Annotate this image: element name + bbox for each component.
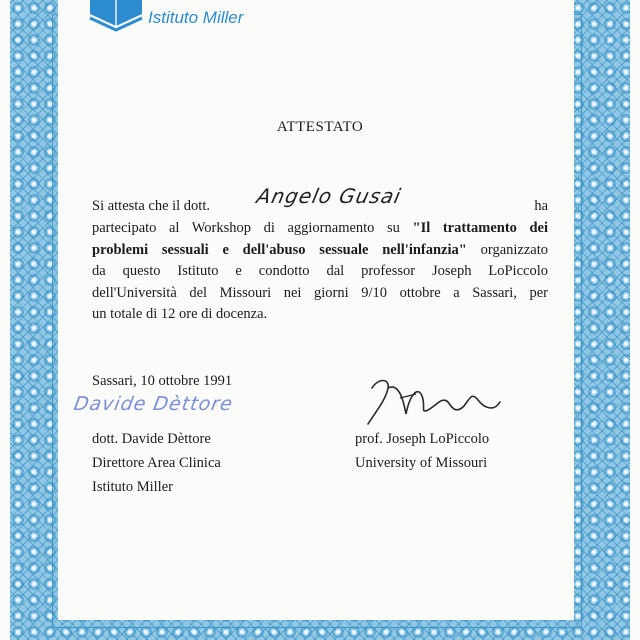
signatory-right bbox=[355, 427, 489, 475]
book-logo-icon bbox=[88, 0, 144, 32]
signatory-left-name: dott. Davide Dèttore bbox=[92, 431, 211, 447]
signatory-right-org: University of Missouri bbox=[355, 455, 488, 471]
body-text: organizzato bbox=[480, 241, 548, 258]
workshop-title-end: problemi sessuali e dell'abuso sessuale nell'infanzia" bbox=[92, 241, 467, 258]
signatory-left-role: Direttore Area Clinica bbox=[92, 455, 221, 471]
certificate-body bbox=[92, 184, 549, 326]
attestation-ha: ha bbox=[534, 198, 548, 214]
recipient-name-handwritten: Angelo Gusai bbox=[254, 184, 404, 208]
signature-right-icon bbox=[360, 374, 510, 430]
body-line-2 bbox=[92, 218, 548, 240]
institute-name: Istituto Miller bbox=[148, 8, 244, 27]
workshop-title-start: "Il trattamento dei bbox=[412, 220, 549, 236]
signatory-left bbox=[92, 427, 221, 499]
body-line-3 bbox=[92, 240, 548, 262]
body-line-1 bbox=[92, 184, 548, 218]
document-title: ATTESTATO bbox=[276, 119, 364, 135]
signatory-left-org: Istituto Miller bbox=[92, 479, 173, 495]
signatory-right-name: prof. Joseph LoPiccolo bbox=[355, 431, 490, 447]
signature-left-handwritten: Davide Dèttore bbox=[72, 393, 235, 415]
body-text: partecipato al Workshop di aggiornamento su bbox=[92, 220, 400, 236]
body-line-6: un totale di 12 ore di docenza. bbox=[92, 306, 268, 322]
body-line-5: dell'Università del Missouri nei giorni 9/10 ottobre a Sassari, per bbox=[92, 284, 548, 301]
body-line-4: da questo Istituto e condotto dal professor Joseph LoPiccolo bbox=[92, 263, 548, 279]
place-date: Sassari, 10 ottobre 1991 bbox=[92, 373, 233, 389]
attestation-lead: Si attesta che il dott. bbox=[92, 198, 210, 214]
